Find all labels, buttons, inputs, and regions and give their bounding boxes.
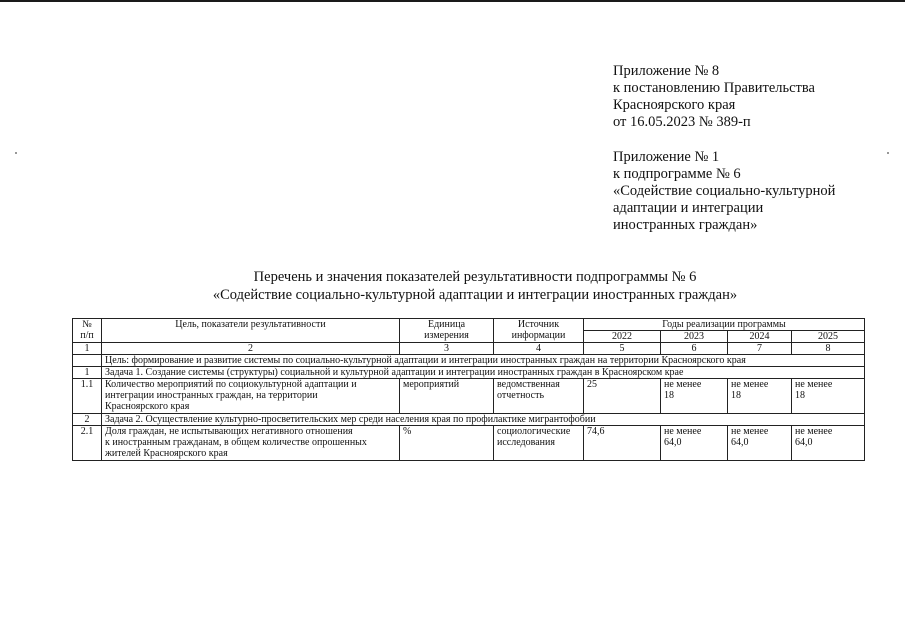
task-2-text: Задача 2. Осуществление культурно-просветительских мер среди населения края по профилактике мигрантофобии (102, 414, 865, 426)
unit-header-line2: измерения (424, 330, 469, 341)
column-number-cell: 5 (584, 343, 661, 355)
indicator-1-1-value-2025 (792, 379, 865, 414)
annex-8-line: к постановлению Правительства (613, 80, 815, 96)
annex-1-line: к подпрограмме № 6 (613, 166, 741, 182)
unit-header-cell (400, 319, 494, 343)
indicator-1-1-value-2023 (661, 379, 728, 414)
column-number-cell: 8 (792, 343, 865, 355)
column-number-cell: 1 (73, 343, 102, 355)
annex-8-line: Красноярского края (613, 97, 736, 113)
indicator-1-1-row (73, 379, 865, 414)
task-1-row (73, 367, 865, 379)
year-header-cell: 2025 (792, 331, 865, 343)
goal-row (73, 355, 865, 367)
indicator-2-1-value-2022: 74,6 (584, 426, 661, 461)
value-number: 64,0 (731, 437, 749, 448)
indicator-1-1-value-2022: 25 (584, 379, 661, 414)
header-row-1 (73, 319, 865, 331)
document-title (60, 268, 890, 304)
indicator-1-1-name-line: Красноярского края (105, 401, 190, 412)
indicators-table (72, 318, 865, 461)
annex-1-line: «Содействие социально-культурной (613, 183, 836, 199)
column-number-cell: 6 (661, 343, 728, 355)
year-header-cell: 2023 (661, 331, 728, 343)
annex-1-line: иностранных граждан» (613, 217, 758, 233)
indicator-2-1-value-2023 (661, 426, 728, 461)
indicator-2-1-row (73, 426, 865, 461)
goal-row-text: Цель: формирование и развитие системы по социально-культурной адаптации и интеграции иностранных граждан на территории Красноярского края (102, 355, 865, 367)
value-qualifier: не менее (664, 379, 702, 390)
indicator-1-1-value-2024 (728, 379, 792, 414)
column-number-cell: 7 (728, 343, 792, 355)
indicator-1-1-name (102, 379, 400, 414)
indicator-2-1-source-line: исследования (497, 437, 555, 448)
indicator-1-1-source-line: ведомственная (497, 379, 560, 390)
value-number: 64,0 (664, 437, 682, 448)
value-number: 18 (664, 390, 674, 401)
num-header-cell (73, 319, 102, 343)
value-number: 18 (795, 390, 805, 401)
task-1-num: 1 (73, 367, 102, 379)
indicator-1-1-name-line: интеграции иностранных граждан, на территории (105, 390, 318, 401)
scan-speck (887, 152, 889, 154)
unit-header-line1: Единица (427, 319, 466, 330)
indicator-1-1-name-line: Количество мероприятий по социокультурной адаптации и (105, 379, 357, 390)
indicator-1-1-unit: мероприятий (400, 379, 494, 414)
column-number-cell: 4 (494, 343, 584, 355)
num-header-line2: п/п (80, 330, 94, 341)
indicator-2-1-name-line: к иностранным гражданам, в общем количестве опрошенных (105, 437, 367, 448)
goal-header-cell: Цель, показатели результативности (102, 319, 400, 343)
task-1-text: Задача 1. Создание системы (структуры) социальной и культурной адаптации и интеграции иностранных граждан в Красноярском крае (102, 367, 865, 379)
annex-8-line: от 16.05.2023 № 389-п (613, 114, 751, 130)
value-number: 18 (731, 390, 741, 401)
value-qualifier: не менее (731, 426, 769, 437)
indicator-2-1-source (494, 426, 584, 461)
indicator-2-1-name-line: жителей Красноярского края (105, 448, 228, 459)
indicator-2-1-name-line: Доля граждан, не испытывающих негативного отношения (105, 426, 353, 437)
years-group-header-cell: Годы реализации программы (584, 319, 865, 331)
title-line-1: Перечень и значения показателей результативности подпрограммы № 6 (253, 269, 697, 285)
value-qualifier: не менее (731, 379, 769, 390)
scan-top-edge-line (0, 0, 905, 2)
column-number-cell: 2 (102, 343, 400, 355)
indicator-2-1-num: 2.1 (73, 426, 102, 461)
value-qualifier: не менее (664, 426, 702, 437)
scan-speck (15, 152, 17, 154)
indicator-1-1-source-line: отчетность (497, 390, 545, 401)
goal-row-num-cell (73, 355, 102, 367)
source-header-line2: информации (511, 330, 566, 341)
indicator-2-1-name (102, 426, 400, 461)
title-line-2: «Содействие социально-культурной адаптации и интеграции иностранных граждан» (212, 287, 738, 303)
column-number-cell: 3 (400, 343, 494, 355)
annex-1-block (613, 149, 835, 234)
year-header-cell: 2022 (584, 331, 661, 343)
indicator-2-1-unit: % (400, 426, 494, 461)
indicator-1-1-num: 1.1 (73, 379, 102, 414)
value-qualifier: не менее (795, 379, 833, 390)
indicator-2-1-value-2024 (728, 426, 792, 461)
num-header-line1: № (82, 319, 92, 330)
source-header-cell (494, 319, 584, 343)
annex-1-line: Приложение № 1 (613, 149, 720, 165)
value-qualifier: не менее (795, 426, 833, 437)
column-numbers-row (73, 343, 865, 355)
indicator-2-1-source-line: социологические (497, 426, 571, 437)
value-number: 64,0 (795, 437, 813, 448)
task-2-row (73, 414, 865, 426)
indicator-2-1-value-2025 (792, 426, 865, 461)
task-2-num: 2 (73, 414, 102, 426)
indicator-1-1-source (494, 379, 584, 414)
annex-8-block (613, 63, 815, 131)
annex-1-line: адаптации и интеграции (613, 200, 764, 216)
annex-8-line: Приложение № 8 (613, 63, 720, 79)
year-header-cell: 2024 (728, 331, 792, 343)
source-header-line1: Источник (517, 319, 560, 330)
